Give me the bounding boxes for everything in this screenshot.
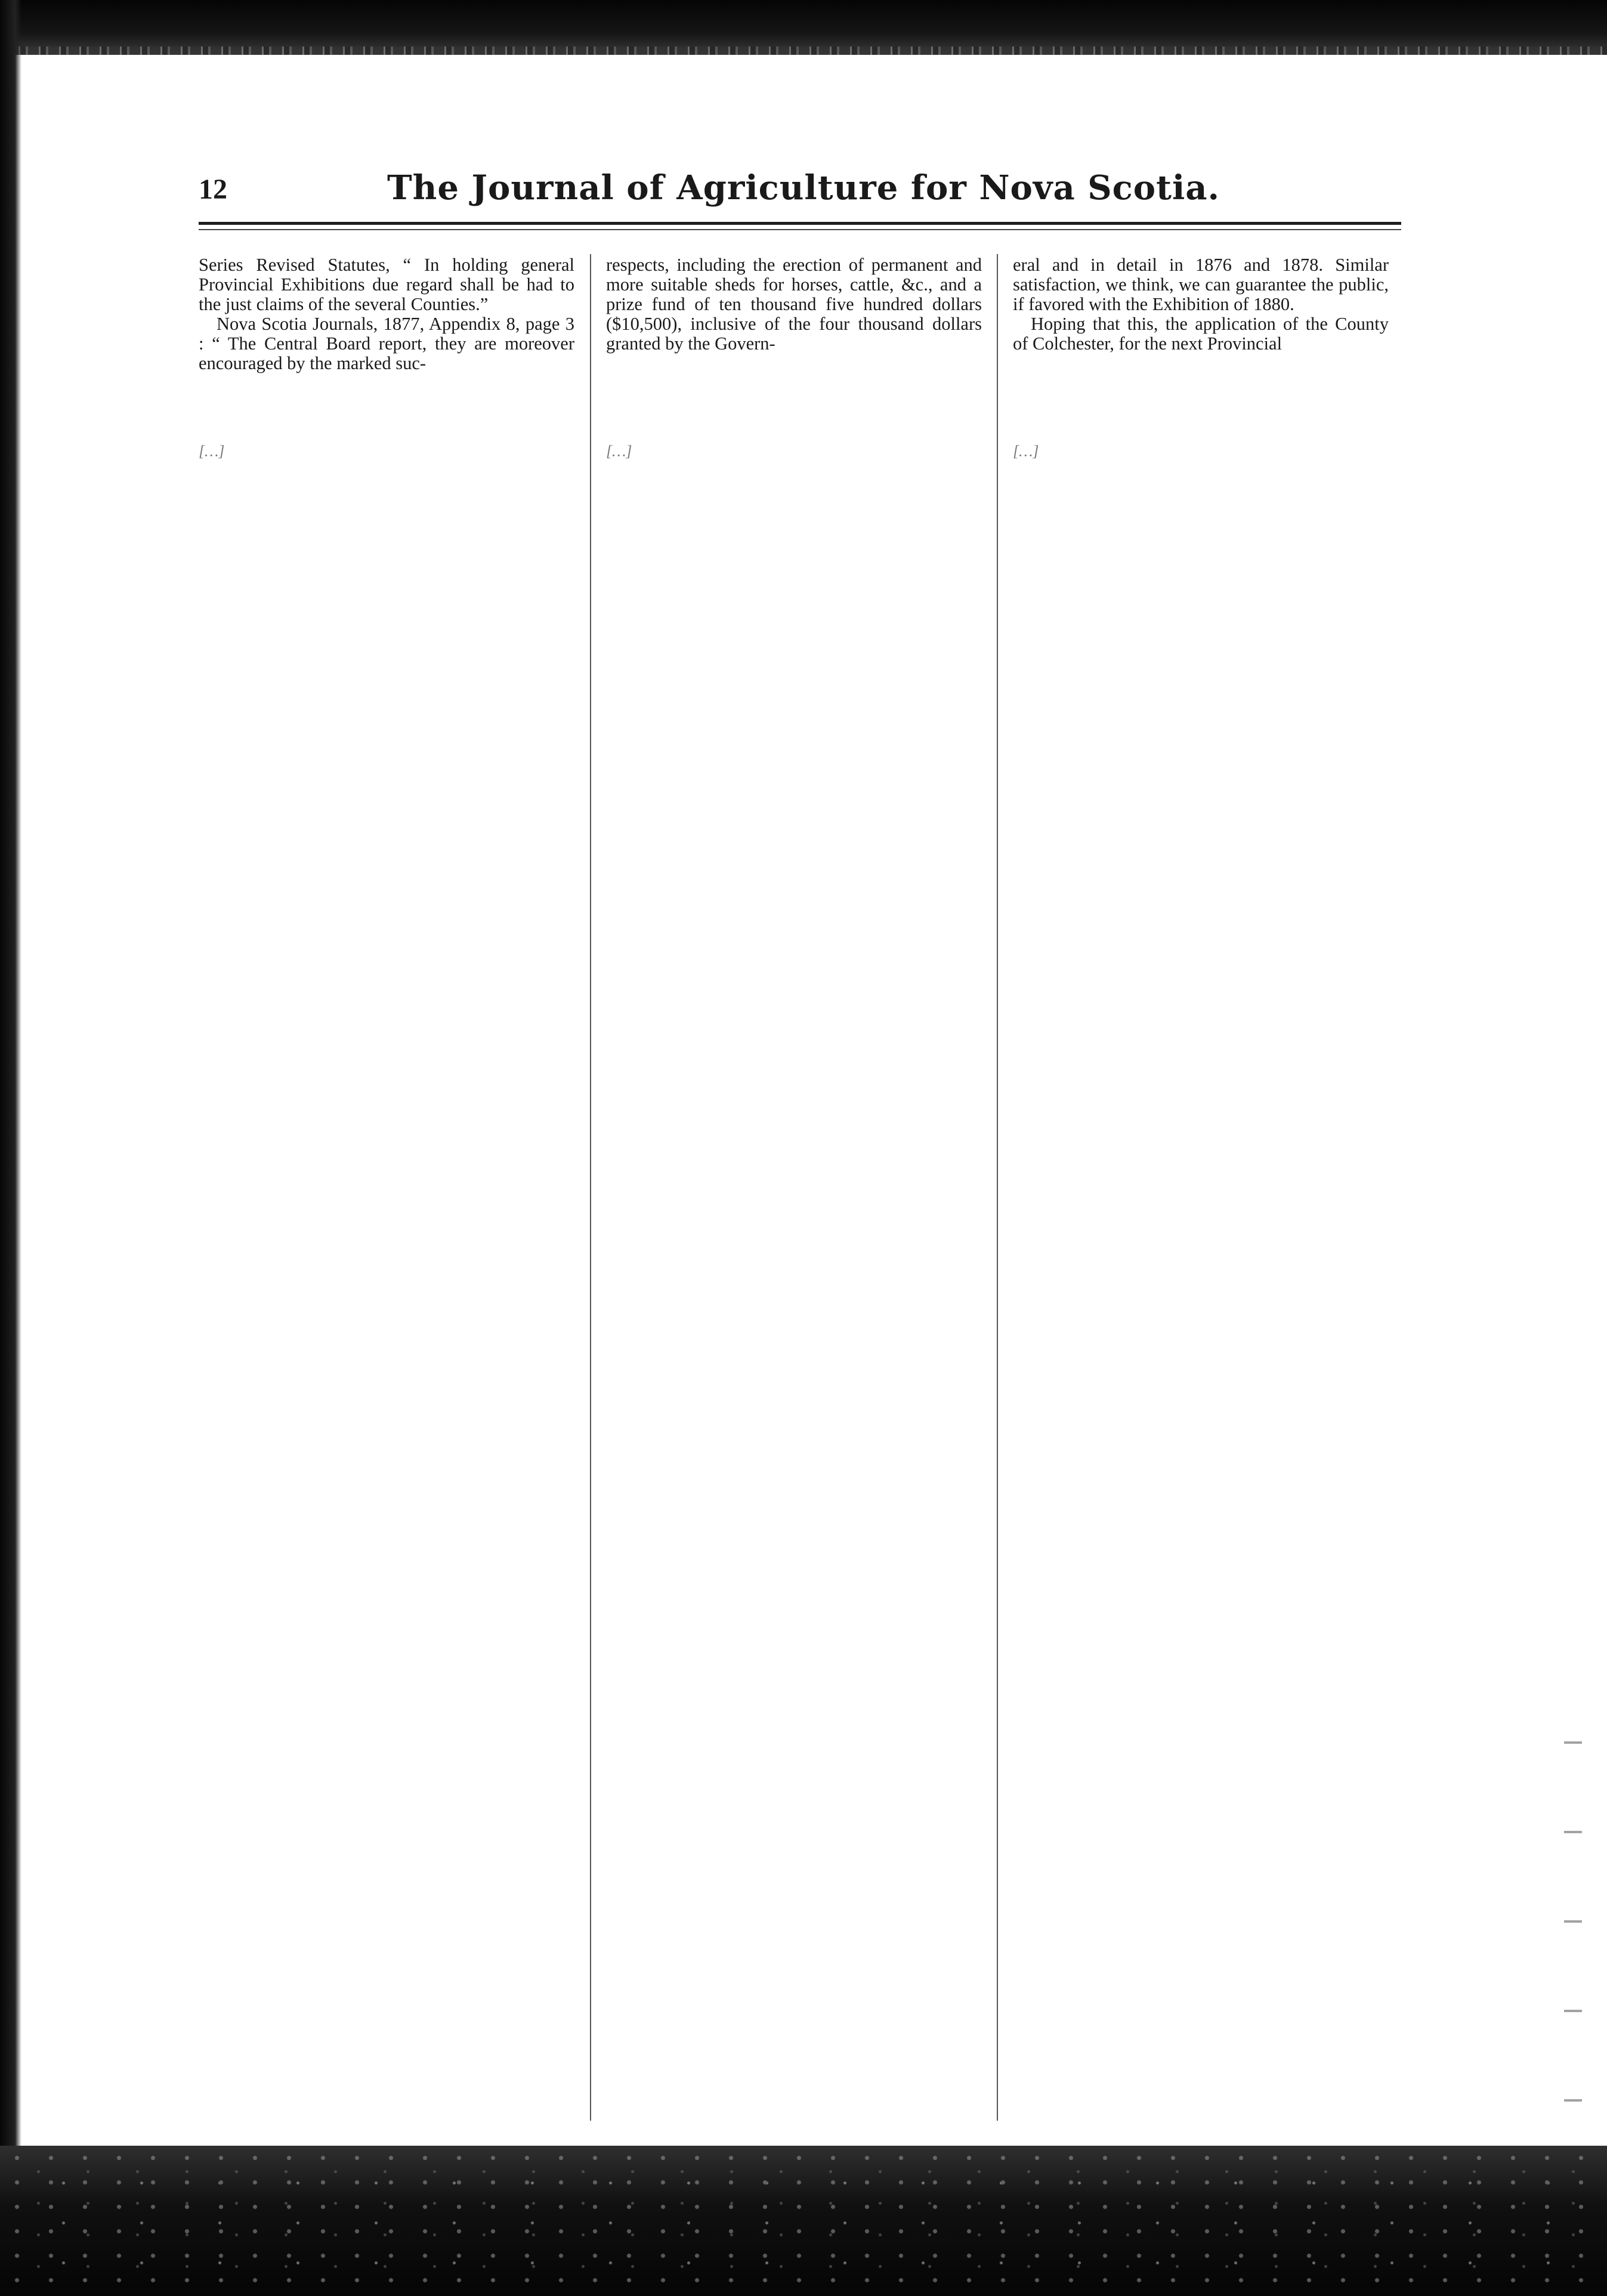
continuation-marker: […] <box>606 443 632 460</box>
scan-border-left <box>0 0 21 2296</box>
header-rule-thin <box>199 229 1401 230</box>
column-divider <box>590 254 591 2121</box>
paragraph: respects, including the erection of permanent and more suitable sheds for horses, cattle, &c., and a prize fund of ten thousand five hundred dollars ($10,500), inclusive of the four thousand dollars granted by the Govern- <box>606 255 982 354</box>
header-rule <box>199 222 1401 225</box>
scan-border-bottom <box>0 2146 1607 2296</box>
paragraph: Nova Scotia Journals, 1877, Appendix 8, page 3 : “ The Central Board report, they are moreover encouraged by the marked suc- <box>199 314 574 373</box>
running-head: The Journal of Agriculture for Nova Scotia. <box>387 168 1220 208</box>
paragraph: Series Revised Statutes, “ In holding general Provincial Exhibitions due regard shall be had to the just claims of the several Counties.” <box>199 255 574 314</box>
continuation-marker: […] <box>199 443 225 460</box>
continuation-marker: […] <box>1013 443 1039 460</box>
column-divider <box>997 254 998 2121</box>
paragraph: Hoping that this, the application of the County of Colchester, for the next Provincial <box>1013 314 1389 354</box>
text-column-1 <box>199 255 574 373</box>
text-column-3 <box>1013 255 1389 354</box>
scan-edge-marks <box>1564 1706 1582 2123</box>
scan-border-top <box>0 0 1607 55</box>
text-column-2 <box>606 255 982 354</box>
paragraph: eral and in detail in 1876 and 1878. Similar satisfaction, we think, we can guarantee the public, if favored with the Exhibition of 1880. <box>1013 255 1389 314</box>
page-number: 12 <box>199 174 227 205</box>
